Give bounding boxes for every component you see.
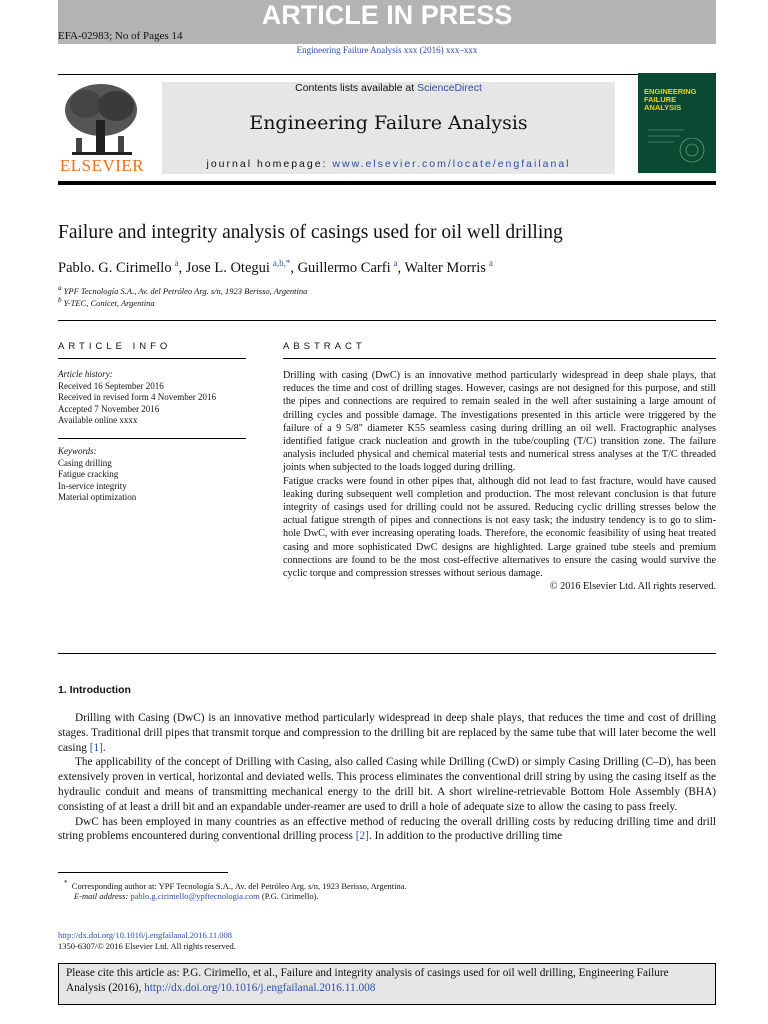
header-bottom-rule: [58, 181, 716, 185]
article-info-rule: [58, 358, 246, 359]
history-item: Accepted 7 November 2016: [58, 403, 160, 414]
affiliation-a: [58, 284, 307, 296]
section-rule: [58, 320, 716, 321]
author-list: [58, 258, 493, 277]
email-label: E-mail address:: [74, 891, 131, 901]
doi-link[interactable]: http://dx.doi.org/10.1016/j.engfailanal.2016.11.008: [58, 930, 232, 940]
body-paragraph: [58, 815, 716, 845]
journal-cover-title: ENGINEERING FAILURE ANALYSIS: [644, 87, 697, 112]
author-affiliation-mark[interactable]: a: [393, 258, 398, 268]
paragraph-text: .: [102, 741, 106, 754]
author-name[interactable]: Guillermo Carfi: [297, 259, 391, 276]
author-name[interactable]: Jose L. Otegui: [185, 259, 270, 276]
email-suffix: (P.G. Cirimello).: [259, 891, 319, 901]
elsevier-wordmark: ELSEVIER: [59, 156, 145, 175]
paragraph-text: Drilling with Casing (DwC) is an innovative method particularly widespread in deep shale plays, that reduces the time and cost of drilling stages. Traditional drill pipes that transmit torque and compression to the drilling bit are replaced by the same tube that will later become the well casing: [58, 712, 716, 754]
abstract-rule: [283, 358, 716, 359]
body-paragraph: [58, 711, 716, 755]
cover-graphic: [644, 120, 712, 168]
author-separator: ,: [397, 259, 405, 276]
keyword-item: Material optimization: [58, 492, 137, 502]
reference-link[interactable]: [1]: [89, 741, 103, 754]
email-note: [74, 891, 319, 901]
affiliation-text: Y-TEC, Conicet, Argentina: [63, 297, 155, 308]
journal-homepage: [162, 158, 615, 170]
history-item: Received in revised form 4 November 2016: [58, 392, 216, 402]
reference-link[interactable]: [2]: [355, 830, 369, 843]
article-title: Failure and integrity analysis of casings used for oil well drilling: [58, 222, 563, 243]
email-link[interactable]: pablo.g.cirimello@ypftecnologia.com: [130, 891, 260, 901]
sciencedirect-link[interactable]: ScienceDirect: [417, 82, 482, 94]
author-affiliation-mark[interactable]: a,b,*: [272, 258, 291, 268]
article-history: [58, 369, 248, 427]
corresponding-author-note: [64, 879, 407, 891]
author-name[interactable]: Pablo. G. Cirimello: [58, 259, 172, 276]
abstract-body: [283, 369, 716, 593]
keyword-item: Casing drilling: [58, 457, 112, 468]
author-name[interactable]: Walter Morris: [404, 259, 486, 276]
contents-prefix: Contents lists available at: [295, 82, 418, 94]
body-paragraph: The applicability of the concept of Drilling with Casing, also called Casing while Drilling (CwD) or simply Casing Drilling (C–D), has been extensively proven in vertical, horizontal and deviated wells. This process eliminates the conventional drill string by using the casing itself as the hydraulic conduit and means of transmitting mechanical energy to the drill bit. A short wireline-retrievable Bottom Hole Assembly (BHA) consisting of at least a drill bit and an expandable under-reamer are used to drill a hole of adequate size to allow the casing to pass freely.: [58, 756, 716, 813]
citation-text: [66, 966, 710, 995]
history-label: Article history:: [58, 369, 113, 379]
affiliation-mark: b: [58, 296, 62, 304]
homepage-link[interactable]: www.elsevier.com/locate/engfailanal: [332, 158, 571, 170]
footnote-mark: *: [64, 879, 68, 887]
journal-title: Engineering Failure Analysis: [249, 112, 528, 134]
footnote-text: Corresponding author at: YPF Tecnología S.A., Av. del Petróleo Arg. s/n, 1923 Berisso, Argentina.: [71, 880, 407, 891]
homepage-prefix: journal homepage:: [206, 158, 333, 170]
header-top-rule: [58, 74, 716, 75]
article-in-press-banner: ARTICLE IN PRESS: [58, 0, 716, 44]
contents-line: [162, 82, 615, 94]
citation-prefix: Please cite this article as: P.G. Cirimello, et al., Failure and integrity analysis of casings used for oil well drilling, Engineering Failure Analysis (2016),: [66, 967, 669, 994]
journal-reference[interactable]: Engineering Failure Analysis xxx (2016) xxx–xxx: [296, 45, 478, 55]
section-rule: [58, 653, 716, 654]
history-item: Available online xxxx: [58, 415, 138, 425]
affiliation-mark: a: [58, 284, 62, 292]
copyright-line: © 2016 Elsevier Ltd. All rights reserved.: [549, 581, 716, 593]
footnote-rule: [58, 872, 228, 873]
keywords-label: Keywords:: [58, 446, 97, 456]
affiliation-b: [58, 296, 155, 308]
author-separator: ,: [290, 259, 298, 276]
introduction-body: [58, 711, 716, 844]
abstract-paragraph: Fatigue cracks were found in other pipes that, although did not lead to fast fracture, would have caused leaking during subsequent well completion and production. The most relevant conclusion is that future integrity of casings used for drilling could not be assured. Reducing cyclic drilling stresses below the actual fatigue strength of pipes and connections is not easy task; the industry tendency is to go to slim-hole DwC, with ever increasing operating loads. Therefore, the economic feasibility of using heat treated casing and more sophisticated DwC designs are highlighted. Large grained tube steels and premium connections are found to be the most cost-effective alternatives to ensure the casing would survive the cyclic torque and compression stresses without serious damage.: [283, 475, 716, 580]
abstract-paragraph: Drilling with casing (DwC) is an innovative method particularly widespread in deep shale plays, that reduces the time and cost of drilling stages. However, casings are not designed for this purpose, and still the pipes and connections are required to remain sealed in the well after sustaining a large amount of drilling cycles and possible damage. The investigations presented in this article were triggered by the failure of a 9 5/8" diameter K55 seamless casing during drilling an oil well. Fractographic analyses identified fatigue crack nucleation and growth in the tube/coupling (T/C) transition zone. The failure analysis included physical and chemical material tests and numerical stress analyses at the T/C threaded joints when subjected to the loads logged during drilling.: [283, 370, 716, 474]
issn-line: 1350-6307/© 2016 Elsevier Ltd. All rights reserved.: [58, 941, 236, 951]
abstract-heading: ABSTRACT: [283, 341, 366, 352]
keywords-rule: [58, 438, 246, 439]
paragraph-text: . In addition to the productive drilling time: [368, 830, 563, 843]
keyword-item: Fatigue cracking: [58, 469, 119, 479]
author-affiliation-mark[interactable]: a: [174, 258, 179, 268]
keywords: [58, 446, 248, 504]
history-item: Received 16 September 2016: [58, 380, 164, 391]
keyword-item: In-service integrity: [58, 480, 127, 491]
introduction-heading: 1. Introduction: [58, 684, 131, 696]
affiliation-text: YPF Tecnología S.A., Av. del Petróleo Arg. s/n, 1923 Berisso, Argentina: [63, 285, 308, 296]
paragraph-text: DwC has been employed in many countries as an effective method of reducing the overall drilling costs by reducing drilling time and drill string problems encountered during conventional drilling process: [58, 815, 716, 843]
manuscript-id: EFA-02983; No of Pages 14: [58, 30, 183, 42]
author-affiliation-mark[interactable]: a: [488, 258, 493, 268]
citation-doi-link[interactable]: http://dx.doi.org/10.1016/j.engfailanal.2016.11.008: [144, 981, 376, 994]
author-separator: ,: [178, 259, 186, 276]
article-info-heading: ARTICLE INFO: [58, 341, 172, 352]
